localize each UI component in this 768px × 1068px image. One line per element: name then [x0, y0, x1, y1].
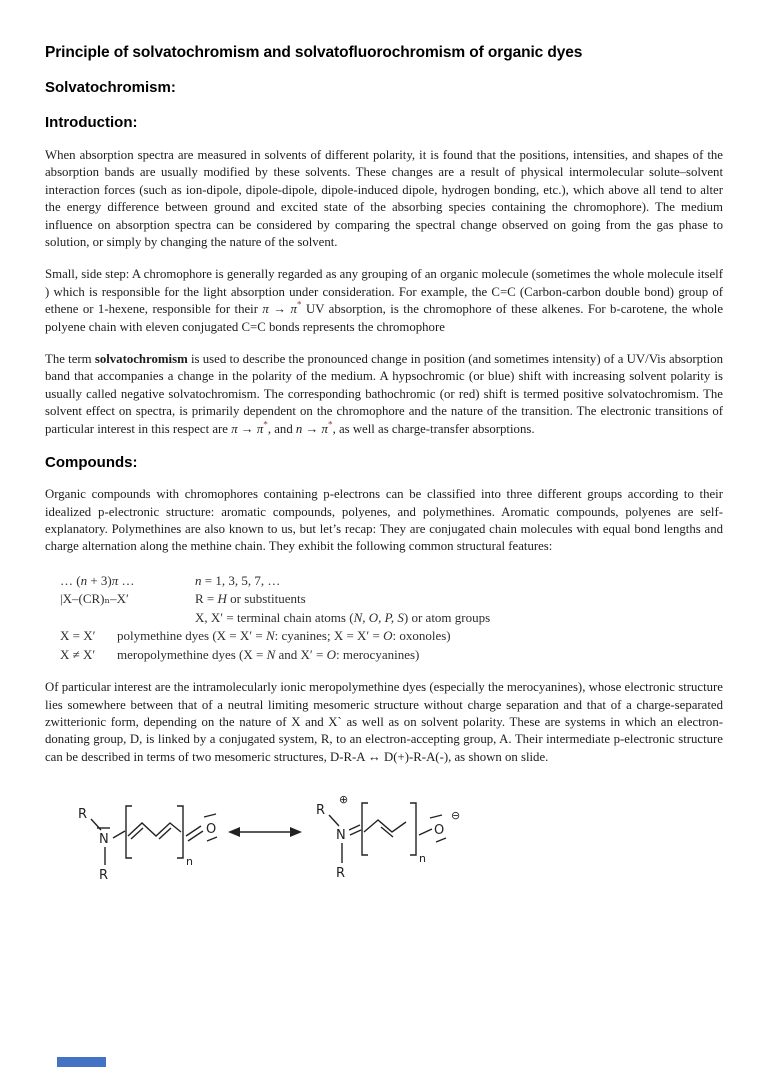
formula-row-chain — [60, 572, 723, 591]
formula-row-backbone — [60, 590, 723, 609]
formula-chain-left: … (n + 3)π … — [60, 572, 135, 588]
formula-backbone-left: |X–(CR)ₙ–X′ — [60, 591, 129, 607]
minus-charge-icon: ⊖ — [451, 809, 461, 823]
formula-chain-right: n = 1, 3, 5, 7, … — [195, 572, 281, 588]
formula-meropolymethine-condition: X ≠ X′ — [60, 646, 96, 662]
oxygen-atom-label: O — [206, 822, 217, 838]
r-group-label: R — [336, 866, 346, 882]
document-page — [0, 44, 768, 898]
heading-introduction: Introduction: — [45, 114, 138, 131]
resonance-arrow — [228, 827, 302, 837]
repeat-subscript: n — [419, 852, 426, 866]
formula-meropolymethine-desc: meropolymethine dyes (X = N and X′ = O: merocyanines) — [117, 646, 420, 662]
footer-highlight-bar — [57, 1057, 106, 1067]
paragraph-solvatochromism-term: The term solvatochromism is used to describe the pronounced change in position (and sometimes intensity) of a UV/Vis absorption band that accompanies a change in the polarity of the medium. A hypsochromic (or blue) shift with increasing solvent polarity is usually called negative solvatochromism. The corresponding bathochromic (or red) shift is termed positive solvatochromism. The solvent effect on spectra, is primarily dependent on the chromophore and the nature of the transition. The electronic transitions of particular interest in this respect are π → π*, and n → π*, as well as charge-transfer absorptions. — [45, 352, 723, 436]
mesomeric-structures-drawing — [70, 786, 470, 898]
heading-solvatochromism: Solvatochromism: — [45, 79, 176, 96]
formula-backbone-right: R = H or substituents — [195, 591, 306, 607]
oxygen-atom-label: O — [434, 823, 445, 839]
paragraph-merocyanines: Of particular interest are the intramolecularly ionic meropolymethine dyes (especially the merocyanines), whose electronic structure lies somewhere between that of a neutral limiting mesomeric structure without charge separation and that of a charge-separated zwitterionic form, depending on the nature of X and X` as well as on solvent polarity. These are systems in which an electron-donating group, D, is linked by a conjugated system, R, to an electron-accepting group, A. Their intermediate p-electronic structure can be described in terms of two mesomeric structures, D-R-A ↔ D(+)-R-A(-), as shown on slide. — [45, 680, 723, 764]
repeat-subscript: n — [186, 855, 193, 869]
paragraph-solvent-polarity: When absorption spectra are measured in solvents of different polarity, it is found that the positions, intensities, and shapes of the absorption bands are usually modified by these solvents. These changes are a result of physical intermolecular solute–solvent interaction forces (such as ion-dipole, dipole-dipole, dipole-induced dipole, hydrogen bonding, etc.), which above all tend to alter the energy difference between ground and excited state of the absorbing species containing the chromophore). The medium influence on absorption spectra can be considered by comparing the spectral change observed on going from the gas phase to solution, or simply by changing the nature of the solvent. — [45, 148, 723, 250]
formula-row-terminal-atoms — [60, 609, 723, 628]
heading-compounds: Compounds: — [45, 454, 138, 472]
formula-row-polymethine — [60, 627, 723, 646]
r-group-label: R — [316, 803, 326, 819]
r-group-label: R — [78, 807, 88, 823]
formula-row-meropolymethine — [60, 646, 723, 665]
molecule-zwitterionic-form — [316, 793, 460, 881]
r-group-label: R — [99, 868, 109, 884]
formula-terminal-atoms: X, X′ = terminal chain atoms (N, O, P, S) or atom groups — [195, 609, 491, 625]
formula-polymethine-desc: polymethine dyes (X = X′ = N: cyanines; X = X′ = O: oxonoles) — [117, 628, 451, 644]
mesomeric-structures-figure — [70, 786, 470, 898]
nitrogen-atom-label: N — [336, 828, 346, 844]
paragraph-compound-classes: Organic compounds with chromophores containing p-electrons can be classified into three different groups according to their idealized p-electronic structure: aromatic compounds, polyenes, and polymethines. Aromatic compounds, polyenes are self-explanatory. Polymethines are also known to us, but let’s recap: They are conjugated chain molecules with equal bond lengths and charge alternation along the methine chain. They exhibit the following common structural features: — [45, 487, 723, 554]
formula-block — [60, 572, 723, 665]
molecule-neutral-form — [78, 806, 217, 883]
nitrogen-atom-label: N — [99, 832, 109, 848]
formula-polymethine-condition: X = X′ — [60, 628, 96, 644]
plus-charge-icon: ⊕ — [339, 793, 349, 807]
page-title: Principle of solvatochromism and solvatofluorochromism of organic dyes — [45, 44, 583, 61]
paragraph-chromophore-sidestep: Small, side step: A chromophore is generally regarded as any grouping of an organic molecule (sometimes the whole molecule itself ) which is responsible for the light absorption under consideration. For example, the C=C (Carbon-carbon double bond) group of ethene or 1-hexene, responsible for their π → π* UV absorption, is the chromophore of these alkenes. For b-carotene, the whole polyene chain with eleven conjugated C=C bonds represents the chromophore — [45, 267, 723, 334]
